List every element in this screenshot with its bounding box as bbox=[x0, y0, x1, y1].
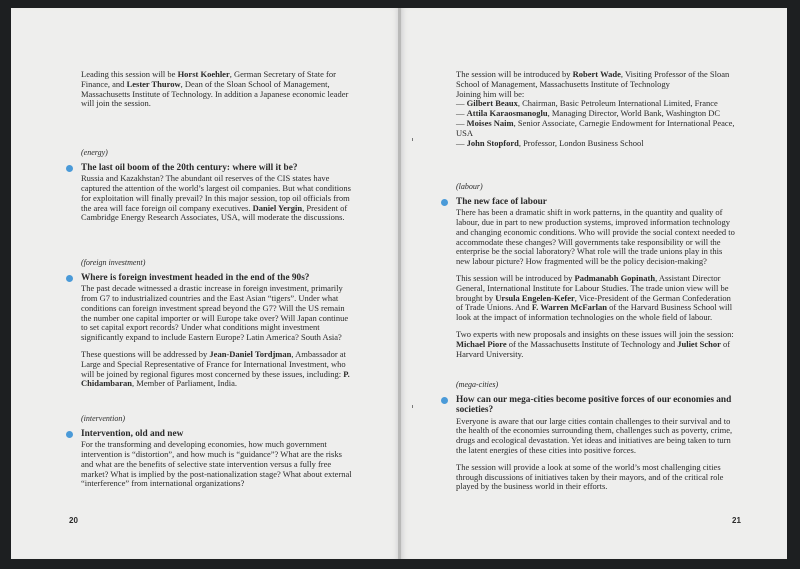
section-tag: (intervention) bbox=[81, 414, 125, 423]
heading-row bbox=[81, 429, 353, 439]
labour-section bbox=[456, 182, 736, 359]
investment-section bbox=[81, 258, 353, 389]
speaker-name: Daniel Yergin bbox=[252, 202, 303, 213]
text-run: Two experts with new proposals and insights on these issues will join the session: bbox=[456, 328, 734, 339]
section-body-3 bbox=[456, 330, 736, 359]
heading-row bbox=[456, 395, 736, 416]
speaker-name: Michael Piore bbox=[456, 338, 507, 349]
speaker-name: F. Warren McFarlan bbox=[531, 302, 607, 313]
text-run: These questions will be addressed by bbox=[81, 348, 210, 359]
text-run: This session will be introduced by bbox=[456, 272, 575, 283]
dash: — bbox=[456, 117, 467, 128]
participant-list bbox=[456, 99, 736, 148]
brochure-spread bbox=[11, 8, 787, 559]
section-body bbox=[81, 174, 351, 223]
speaker-name: Robert Wade bbox=[572, 69, 621, 79]
text-run: Leading this session will be bbox=[81, 69, 178, 79]
section-body-2 bbox=[81, 350, 353, 389]
text-run: of the Massachusetts Institute of Technology and bbox=[506, 338, 678, 349]
text-run: , Professor, London Business School bbox=[518, 137, 644, 148]
speaker-name: Juliet Schor bbox=[677, 338, 721, 349]
megacities-section bbox=[456, 380, 736, 492]
right-page bbox=[400, 8, 787, 559]
section-tag: (foreign investment) bbox=[81, 258, 146, 267]
speaker-name: Moises Naim bbox=[466, 117, 514, 128]
text-run: , German Secretary of State for Finance, and bbox=[81, 69, 336, 89]
text-run: , President of Cambridge Energy Research Associates, USA, will moderate the discussions. bbox=[81, 202, 348, 223]
section-body: There has been a dramatic shift in work patterns, in the quantity and quality of labour, due in part to new production systems, improved information technology and changing economic conditions. Who will provide the social context needed to accommodate these changes? Will governments take responsibility or will the enterprise be the social laboratory? What role will the trade unions play in this new labour picture? How fragmented will be the policy decision-making? bbox=[456, 207, 735, 267]
dash: — bbox=[456, 98, 467, 109]
section-body: For the transforming and developing economies, how much government intervention is “distortion”, and how much is “guidance”? What are the risks and what are the benefits of selective state intervention versus a fully free market? What is implied by the post-nationalization stage? What about external “interference” from international organizations? bbox=[81, 439, 352, 489]
bullet-icon bbox=[441, 397, 448, 404]
text-run: Russia and Kazakhstan? The abundant oil reserves of the CIS states have captured the attention of the world’s largest oil companies. But what conditions for exploitation will finally prevail? In this major session, top oil officials from the area will face foreign oil company executives. bbox=[81, 173, 351, 213]
intro-paragraph bbox=[81, 70, 349, 109]
speaker-name: P. Chidambaran bbox=[81, 368, 350, 389]
section-heading: How can our mega-cities become positive forces of our economies and societies? bbox=[456, 394, 732, 416]
intro-text bbox=[81, 70, 349, 109]
section-body-2 bbox=[456, 274, 736, 323]
text-run: , Chairman, Basic Petroleum International Limited, France bbox=[517, 98, 718, 109]
section-heading: The last oil boom of the 20th century: where will it be? bbox=[81, 162, 298, 173]
heading-row bbox=[81, 273, 353, 283]
intervention-section bbox=[81, 414, 353, 489]
fold-mark bbox=[412, 405, 413, 408]
text-run: , Member of Parliament, India. bbox=[132, 378, 238, 389]
section-body: Everyone is aware that our large cities contain challenges to their survival and to the health of the economies surrounding them, challenges such as poverty, crime, drugs and ecological devastation. Yet ideas and initiatives are being taken to turn the latent energies of these cities into positive forces. bbox=[456, 415, 733, 455]
bullet-icon bbox=[441, 199, 448, 206]
list-item bbox=[456, 139, 736, 149]
bullet-icon bbox=[66, 165, 73, 172]
speaker-name: John Stopford bbox=[466, 137, 519, 148]
text-run: , Visiting Professor of the Sloan School of Management, Massachusetts Institute of Technology bbox=[456, 69, 730, 89]
intro-text bbox=[456, 70, 736, 90]
heading-row bbox=[81, 163, 351, 173]
joining-line: Joining him will be: bbox=[456, 88, 525, 99]
text-run: , Dean of the Sloan School of Management, Massachusetts Institute of Technology. In addition a Japanese economic leader will join the session. bbox=[81, 78, 349, 109]
speaker-name: Jean-Daniel Tordjman bbox=[209, 348, 292, 359]
page-number: 21 bbox=[732, 516, 741, 525]
text-run: of Harvard University. bbox=[456, 338, 731, 359]
left-page bbox=[11, 8, 400, 559]
list-item bbox=[456, 119, 736, 139]
text-run: , Vice-President of the German Confederation of Trade Unions. And bbox=[456, 292, 731, 313]
speaker-name: Lester Thurow bbox=[126, 78, 181, 89]
section-body: The past decade witnessed a drastic increase in foreign investment, primarily from G7 to industrialized countries and the East Asian “tigers”. Under what conditions can foreign investment spread beyond the G7? Will the US remain the number one capital importer or will Europe take over? Will Japan continue to set capital export records? Under what conditions might investment significantly expand to include Eastern Europe? Latin America? South Asia? bbox=[81, 283, 349, 343]
page-number: 20 bbox=[69, 516, 78, 525]
text-run: , Managing Director, World Bank, Washington DC bbox=[547, 108, 721, 119]
intro-paragraph bbox=[456, 70, 736, 148]
fold-mark bbox=[412, 138, 413, 141]
page-gutter bbox=[398, 8, 401, 559]
text-run: , Senior Associate, Carnegie Endowment for International Peace, USA bbox=[456, 117, 735, 138]
dash: — bbox=[456, 108, 467, 119]
section-body-2: The session will provide a look at some of the world’s most challenging cities through discussions of initiatives taken by their mayors, and of the critical role played by the business world in their efforts. bbox=[456, 461, 724, 492]
speaker-name: Horst Koehler bbox=[177, 69, 230, 79]
section-tag: (labour) bbox=[456, 182, 483, 191]
section-tag: (mega-cities) bbox=[456, 380, 499, 389]
bullet-icon bbox=[66, 275, 73, 282]
speaker-name: Attila Karaosmanoglu bbox=[466, 108, 548, 119]
text-run: of the Harvard Business School will look at the impact of information technologies on the whole field of labour. bbox=[456, 302, 733, 323]
text-run: , Assistant Director General, International Institute for Labour Studies. The trade union view will be brought by bbox=[456, 272, 729, 303]
text-run: , Ambassador at Large and Special Representative of France for International Investment, who will be joined by regional figures most concerned by these issues, including: bbox=[81, 348, 346, 379]
speaker-name: Gilbert Beaux bbox=[466, 98, 518, 109]
bullet-icon bbox=[66, 431, 73, 438]
speaker-name: Ursula Engelen-Kefer bbox=[495, 292, 575, 303]
section-heading: Intervention, old and new bbox=[81, 428, 184, 439]
text-run: The session will be introduced by bbox=[456, 69, 573, 79]
section-tag: (energy) bbox=[81, 148, 108, 157]
section-heading: Where is foreign investment headed in the end of the 90s? bbox=[81, 272, 310, 283]
speaker-name: Padmanabh Gopinath bbox=[574, 272, 656, 283]
heading-row bbox=[456, 197, 736, 207]
energy-section bbox=[81, 148, 351, 223]
dash: — bbox=[456, 137, 467, 148]
section-heading: The new face of labour bbox=[456, 196, 547, 207]
